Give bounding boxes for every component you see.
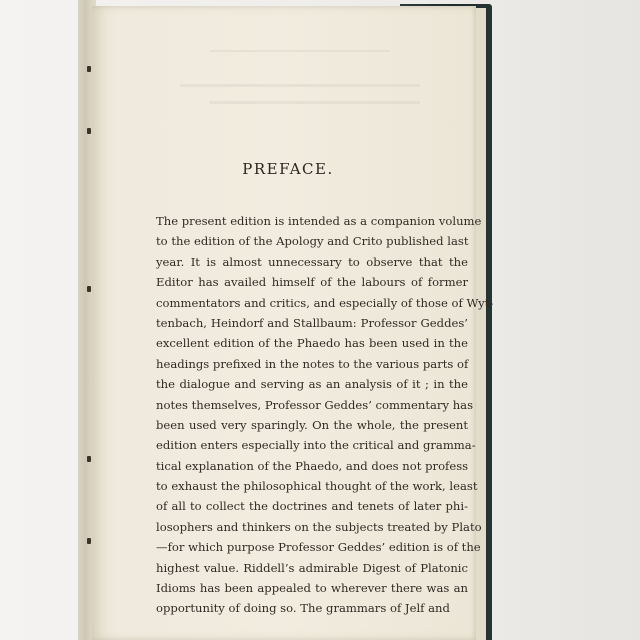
preface-body [156,211,494,619]
binding-stitch [87,286,91,292]
text-line: commentators and critics, and especially of those of Wyt- [156,295,494,310]
text-line: Editor has availed himself of the labours of former [156,275,468,290]
text-line: year. It is almost unnecessary to observe that the [156,254,468,269]
text-line: the dialogue and serving as an analysis of it ; in the [156,377,468,392]
text-line: excellent edition of the Phaedo has been used in the [156,336,468,351]
text-line: headings prefixed in the notes to the various parts of [156,356,469,371]
text-line: to the edition of the Apology and Crito published last [156,234,469,249]
text-line: tical explanation of the Phaedo, and does not profess [156,458,469,473]
text-line: to exhaust the philosophical thought of the work, least [156,479,478,494]
page-title: PREFACE. [242,160,334,178]
text-line: opportunity of doing so. The grammars of Jelf and [156,601,450,616]
text-line: of all to collect the doctrines and tenets of later phi- [156,499,468,514]
text-line: tenbach, Heindorf and Stallbaum: Professor Geddes’ [156,315,468,330]
binding-stitch [87,456,91,462]
text-line: highest value. Riddell’s admirable Digest of Platonic [156,560,468,575]
text-line: —for which purpose Professor Geddes’ edition is of the [156,540,481,555]
text-line: Idioms has been appealed to wherever there was an [156,581,468,596]
binding-stitch [87,538,91,544]
binding-stitch [87,128,91,134]
text-line: The present edition is intended as a companion volume [156,214,482,228]
binding-stitch [87,66,91,72]
text-line: been used very sparingly. On the whole, the present [156,417,468,432]
text-line: notes themselves, Professor Geddes’ commentary has [156,397,474,412]
text-line: losophers and thinkers on the subjects treated by Plato [156,519,482,534]
text-line: edition enters especially into the critical and gramma- [156,438,476,453]
